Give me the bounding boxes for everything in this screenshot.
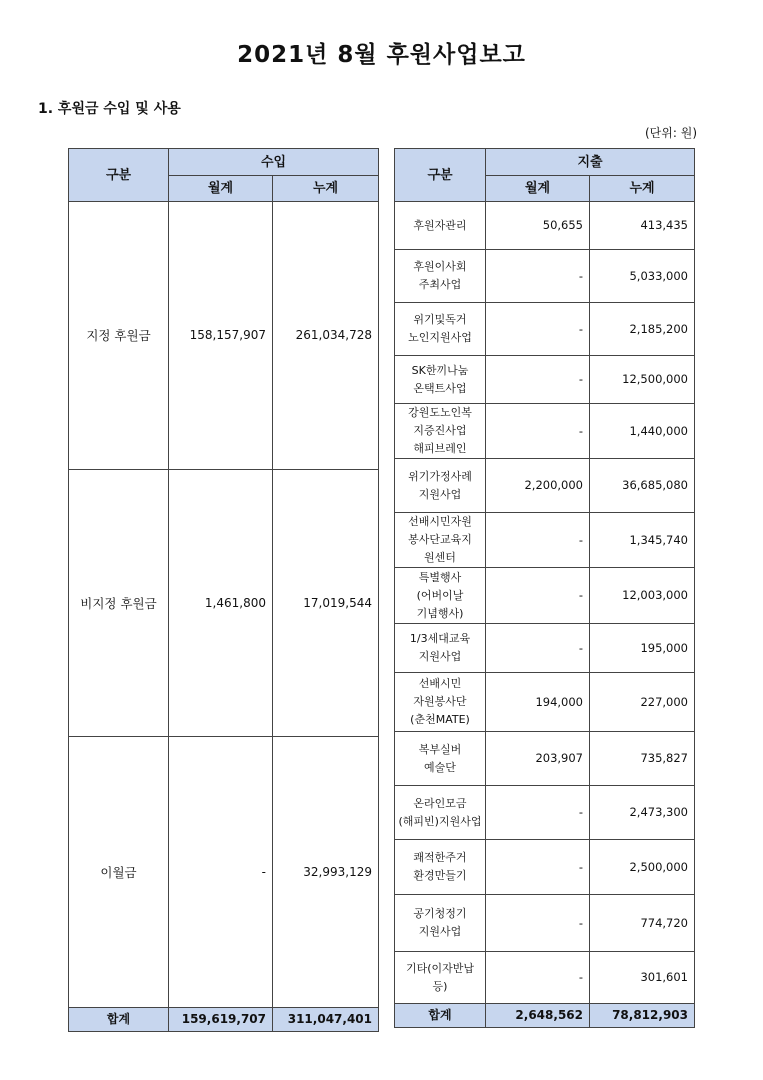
expense-cumulative: 1,345,740 (590, 513, 695, 568)
expense-item-line: (춘천MATE) (410, 713, 470, 726)
expense-item (395, 895, 486, 952)
expense-total-row (395, 1004, 695, 1028)
expense-item-line: 후원자관리 (413, 218, 467, 232)
expense-item-line: 원센터 (424, 551, 456, 564)
expense-item (395, 786, 486, 840)
expense-cumulative: 2,500,000 (590, 840, 695, 895)
unit-label: (단위: 원) (645, 126, 697, 140)
expense-item (395, 840, 486, 895)
income-cumulative: 261,034,728 (273, 202, 379, 470)
expense-cumulative: 774,720 (590, 895, 695, 952)
income-total-label: 합계 (69, 1008, 169, 1032)
table-row (69, 737, 379, 1008)
income-total-cumulative: 311,047,401 (273, 1008, 379, 1032)
expense-monthly: - (486, 303, 590, 356)
table-row (395, 952, 695, 1004)
expense-monthly: - (486, 952, 590, 1004)
section-heading: 1. 후원금 수입 및 사용 (38, 101, 181, 117)
expense-item-line: (어버이날 (416, 588, 464, 602)
expense-cumulative: 12,500,000 (590, 356, 695, 404)
expense-item (395, 202, 486, 250)
table-row (395, 404, 695, 459)
expense-cumulative: 36,685,080 (590, 459, 695, 513)
expense-item-line: 자원봉사단 (413, 695, 467, 708)
expense-cumulative: 5,033,000 (590, 250, 695, 303)
expense-item-line: 지원사업 (418, 487, 462, 501)
expense-monthly: - (486, 840, 590, 895)
expense-cumulative: 2,473,300 (590, 786, 695, 840)
expense-total-label: 합계 (395, 1004, 486, 1028)
income-cumulative: 17,019,544 (273, 470, 379, 737)
table-row (395, 513, 695, 568)
expense-monthly: - (486, 786, 590, 840)
table-row (395, 840, 695, 895)
income-category: 비지정 후원금 (69, 470, 169, 737)
expense-item (395, 356, 486, 404)
expense-cumulative: 227,000 (590, 673, 695, 732)
table-row (69, 470, 379, 737)
expense-monthly: - (486, 356, 590, 404)
table-row (395, 673, 695, 732)
expense-cumulative: 735,827 (590, 732, 695, 786)
expense-monthly: - (486, 513, 590, 568)
expense-item-line: 봉사단교육지 (408, 533, 472, 546)
expense-item-line: 지증진사업 (413, 424, 467, 437)
expense-monthly: 194,000 (486, 673, 590, 732)
expense-item-line: 공기청정기 (413, 907, 467, 920)
table-row (395, 732, 695, 786)
expense-table (394, 148, 695, 1028)
income-col-category: 구분 (69, 149, 169, 202)
expense-col-monthly: 월계 (486, 176, 590, 202)
table-row (395, 786, 695, 840)
income-col-cumulative: 누계 (273, 176, 379, 202)
table-row (395, 895, 695, 952)
income-total-row (69, 1008, 379, 1032)
expense-item-line: 위기가정사례 (408, 469, 472, 483)
expense-item-line: 위기및독거 (413, 313, 467, 326)
table-row (395, 459, 695, 513)
expense-cumulative: 2,185,200 (590, 303, 695, 356)
expense-monthly: - (486, 895, 590, 952)
expense-total-monthly: 2,648,562 (486, 1004, 590, 1028)
expense-item-line: 쾌적한주거 (413, 851, 467, 864)
expense-col-category: 구분 (395, 149, 486, 202)
expense-item-line: 노인지원사업 (408, 331, 472, 344)
expense-item-line: 후원이사회 (413, 260, 467, 273)
expense-item-line: 특별행사 (418, 570, 462, 584)
expense-item (395, 459, 486, 513)
expense-col-cumulative: 누계 (590, 176, 695, 202)
table-row (395, 356, 695, 404)
expense-monthly: 2,200,000 (486, 459, 590, 513)
expense-cumulative: 195,000 (590, 624, 695, 673)
expense-item-line: SK한끼나눔 (411, 363, 469, 377)
expense-monthly: - (486, 568, 590, 624)
expense-cumulative: 1,440,000 (590, 404, 695, 459)
expense-item (395, 673, 486, 732)
income-table (68, 148, 379, 1032)
income-category: 이월금 (69, 737, 169, 1008)
table-row (395, 624, 695, 673)
expense-cumulative: 413,435 (590, 202, 695, 250)
expense-item (395, 404, 486, 459)
expense-monthly: 50,655 (486, 202, 590, 250)
expense-item (395, 952, 486, 1004)
expense-item-line: 예술단 (424, 760, 456, 774)
expense-item-line: 해피브레인 (413, 442, 467, 455)
report-title: 2021년 8월 후원사업보고 (237, 42, 526, 68)
expense-monthly: - (486, 404, 590, 459)
expense-rows (395, 202, 695, 1004)
expense-item-line: (해피빈)지원사업 (398, 814, 482, 828)
income-monthly: 158,157,907 (169, 202, 273, 470)
expense-total-cumulative: 78,812,903 (590, 1004, 695, 1028)
income-monthly: 1,461,800 (169, 470, 273, 737)
expense-monthly: 203,907 (486, 732, 590, 786)
expense-item-line: 지원사업 (418, 650, 462, 663)
expense-item-line: 선배시민자원 (408, 515, 472, 528)
table-row (395, 250, 695, 303)
expense-item-line: 강원도노인복 (408, 406, 472, 419)
table-row (395, 568, 695, 624)
table-row (395, 202, 695, 250)
expense-item (395, 303, 486, 356)
expense-item (395, 624, 486, 673)
table-row (69, 202, 379, 470)
income-group-header: 수입 (169, 149, 379, 176)
expense-group-header: 지출 (486, 149, 695, 176)
expense-item-line: 온라인모금 (413, 796, 467, 810)
expense-item (395, 513, 486, 568)
expense-item-line: 1/3세대교육 (409, 632, 471, 645)
expense-monthly: - (486, 624, 590, 673)
expense-item-line: 복부실버 (418, 742, 462, 756)
expense-item (395, 250, 486, 303)
expense-item-line: 지원사업 (418, 925, 462, 938)
expense-item-line: 기념행사) (416, 606, 464, 620)
expense-item (395, 732, 486, 786)
income-cumulative: 32,993,129 (273, 737, 379, 1008)
income-monthly: - (169, 737, 273, 1008)
table-row (395, 303, 695, 356)
expense-item-line: 기타(이자반납 등) (405, 961, 475, 993)
expense-cumulative: 12,003,000 (590, 568, 695, 624)
expense-item-line: 선배시민 (418, 677, 462, 690)
expense-item-line: 온택트사업 (413, 381, 467, 395)
expense-item (395, 568, 486, 624)
income-category: 지정 후원금 (69, 202, 169, 470)
expense-item-line: 환경만들기 (413, 869, 467, 882)
expense-monthly: - (486, 250, 590, 303)
expense-cumulative: 301,601 (590, 952, 695, 1004)
expense-item-line: 주최사업 (418, 278, 462, 291)
income-total-monthly: 159,619,707 (169, 1008, 273, 1032)
income-col-monthly: 월계 (169, 176, 273, 202)
